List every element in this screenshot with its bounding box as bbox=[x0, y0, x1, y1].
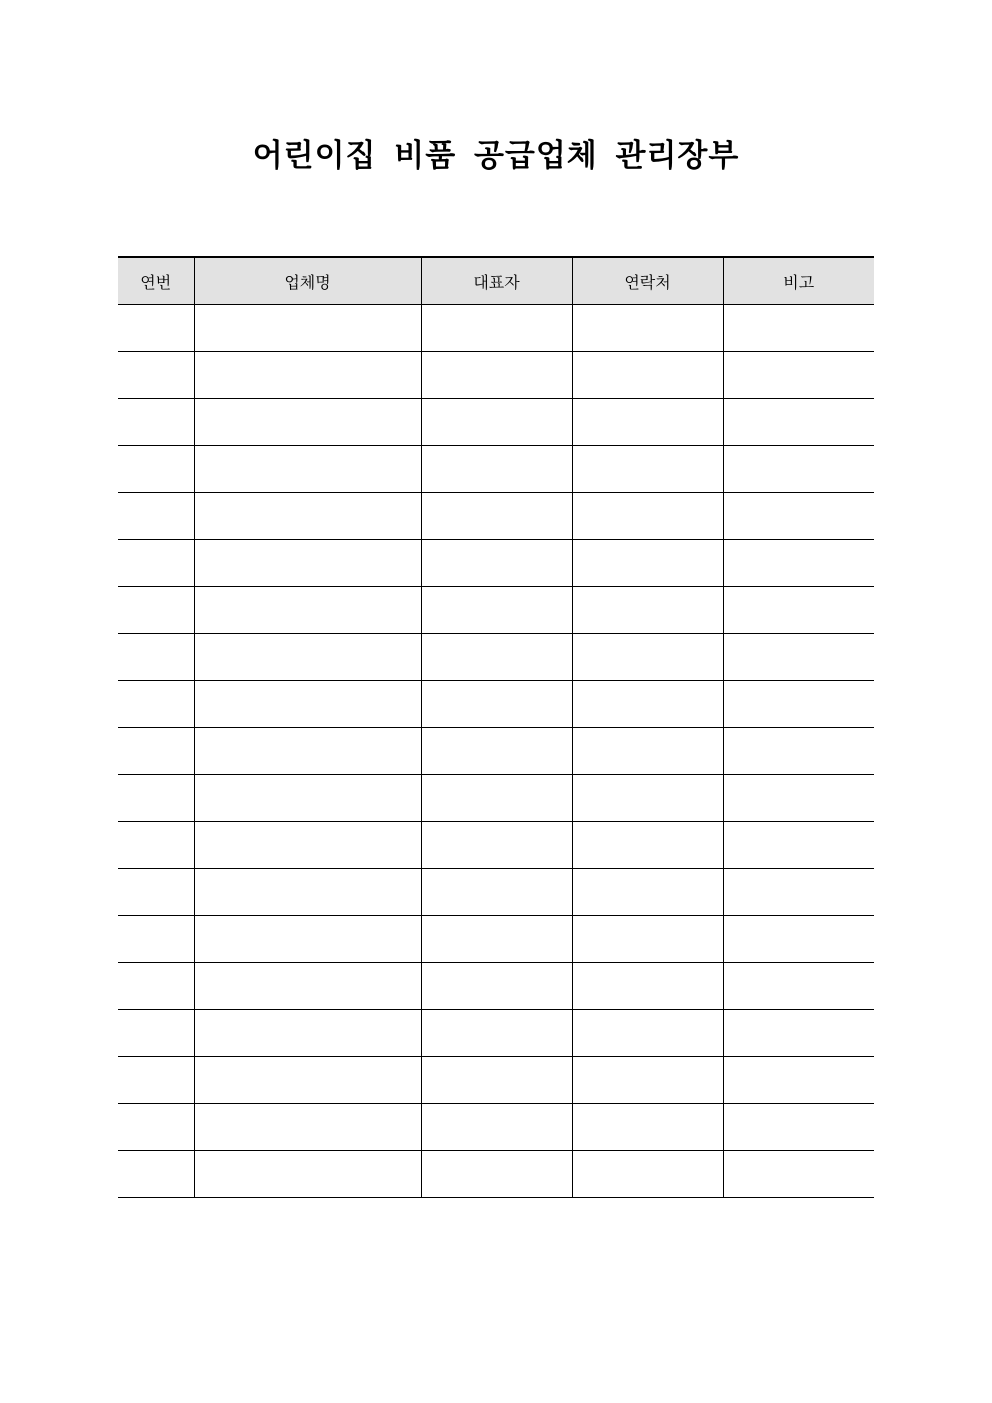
cell-contact[interactable] bbox=[572, 728, 723, 775]
cell-serial-number[interactable] bbox=[118, 822, 194, 869]
cell-company-name[interactable] bbox=[194, 822, 421, 869]
cell-serial-number[interactable] bbox=[118, 305, 194, 352]
cell-company-name[interactable] bbox=[194, 399, 421, 446]
cell-representative[interactable] bbox=[421, 587, 572, 634]
cell-serial-number[interactable] bbox=[118, 587, 194, 634]
cell-contact[interactable] bbox=[572, 822, 723, 869]
cell-serial-number[interactable] bbox=[118, 634, 194, 681]
cell-serial-number[interactable] bbox=[118, 352, 194, 399]
cell-contact[interactable] bbox=[572, 1057, 723, 1104]
cell-representative[interactable] bbox=[421, 869, 572, 916]
cell-company-name[interactable] bbox=[194, 681, 421, 728]
cell-remarks[interactable] bbox=[723, 775, 874, 822]
cell-representative[interactable] bbox=[421, 728, 572, 775]
cell-remarks[interactable] bbox=[723, 587, 874, 634]
cell-remarks[interactable] bbox=[723, 681, 874, 728]
cell-representative[interactable] bbox=[421, 399, 572, 446]
cell-contact[interactable] bbox=[572, 493, 723, 540]
cell-remarks[interactable] bbox=[723, 493, 874, 540]
cell-representative[interactable] bbox=[421, 963, 572, 1010]
cell-serial-number[interactable] bbox=[118, 1010, 194, 1057]
cell-contact[interactable] bbox=[572, 634, 723, 681]
table-row bbox=[118, 916, 874, 963]
cell-serial-number[interactable] bbox=[118, 728, 194, 775]
cell-serial-number[interactable] bbox=[118, 1151, 194, 1198]
table-row bbox=[118, 963, 874, 1010]
cell-contact[interactable] bbox=[572, 446, 723, 493]
column-header-contact: 연락처 bbox=[572, 257, 723, 305]
cell-remarks[interactable] bbox=[723, 305, 874, 352]
table-row bbox=[118, 728, 874, 775]
cell-representative[interactable] bbox=[421, 352, 572, 399]
cell-contact[interactable] bbox=[572, 1151, 723, 1198]
cell-contact[interactable] bbox=[572, 1104, 723, 1151]
cell-contact[interactable] bbox=[572, 869, 723, 916]
cell-contact[interactable] bbox=[572, 540, 723, 587]
cell-company-name[interactable] bbox=[194, 493, 421, 540]
cell-company-name[interactable] bbox=[194, 916, 421, 963]
cell-company-name[interactable] bbox=[194, 540, 421, 587]
table-row bbox=[118, 775, 874, 822]
cell-serial-number[interactable] bbox=[118, 1057, 194, 1104]
cell-contact[interactable] bbox=[572, 399, 723, 446]
cell-company-name[interactable] bbox=[194, 728, 421, 775]
cell-remarks[interactable] bbox=[723, 446, 874, 493]
cell-representative[interactable] bbox=[421, 634, 572, 681]
cell-remarks[interactable] bbox=[723, 728, 874, 775]
cell-representative[interactable] bbox=[421, 681, 572, 728]
cell-remarks[interactable] bbox=[723, 916, 874, 963]
cell-remarks[interactable] bbox=[723, 1151, 874, 1198]
cell-contact[interactable] bbox=[572, 587, 723, 634]
page-title: 어린이집 비품 공급업체 관리장부 bbox=[252, 138, 740, 174]
cell-company-name[interactable] bbox=[194, 352, 421, 399]
table-row bbox=[118, 352, 874, 399]
cell-representative[interactable] bbox=[421, 305, 572, 352]
cell-representative[interactable] bbox=[421, 493, 572, 540]
cell-company-name[interactable] bbox=[194, 1010, 421, 1057]
table-row bbox=[118, 399, 874, 446]
cell-serial-number[interactable] bbox=[118, 399, 194, 446]
cell-representative[interactable] bbox=[421, 1010, 572, 1057]
cell-serial-number[interactable] bbox=[118, 681, 194, 728]
table-row bbox=[118, 634, 874, 681]
column-header-remarks: 비고 bbox=[723, 257, 874, 305]
cell-representative[interactable] bbox=[421, 1104, 572, 1151]
table-row bbox=[118, 493, 874, 540]
cell-representative[interactable] bbox=[421, 775, 572, 822]
cell-contact[interactable] bbox=[572, 775, 723, 822]
column-header-serial-number: 연번 bbox=[118, 257, 194, 305]
cell-remarks[interactable] bbox=[723, 1010, 874, 1057]
cell-company-name[interactable] bbox=[194, 305, 421, 352]
table-row bbox=[118, 869, 874, 916]
cell-company-name[interactable] bbox=[194, 775, 421, 822]
cell-serial-number[interactable] bbox=[118, 1104, 194, 1151]
table-header bbox=[118, 257, 874, 305]
cell-contact[interactable] bbox=[572, 305, 723, 352]
table-row bbox=[118, 305, 874, 352]
cell-company-name[interactable] bbox=[194, 1057, 421, 1104]
table-row bbox=[118, 681, 874, 728]
table-body bbox=[118, 305, 874, 1198]
cell-representative[interactable] bbox=[421, 916, 572, 963]
cell-representative[interactable] bbox=[421, 540, 572, 587]
cell-company-name[interactable] bbox=[194, 963, 421, 1010]
cell-representative[interactable] bbox=[421, 1057, 572, 1104]
cell-contact[interactable] bbox=[572, 681, 723, 728]
table-row bbox=[118, 1151, 874, 1198]
column-header-representative: 대표자 bbox=[421, 257, 572, 305]
cell-representative[interactable] bbox=[421, 1151, 572, 1198]
cell-remarks[interactable] bbox=[723, 869, 874, 916]
cell-remarks[interactable] bbox=[723, 822, 874, 869]
header-row bbox=[118, 257, 874, 305]
cell-serial-number[interactable] bbox=[118, 869, 194, 916]
cell-company-name[interactable] bbox=[194, 587, 421, 634]
cell-representative[interactable] bbox=[421, 822, 572, 869]
supplier-ledger-table bbox=[118, 256, 874, 1198]
cell-serial-number[interactable] bbox=[118, 775, 194, 822]
cell-remarks[interactable] bbox=[723, 1104, 874, 1151]
cell-company-name[interactable] bbox=[194, 634, 421, 681]
cell-serial-number[interactable] bbox=[118, 493, 194, 540]
cell-contact[interactable] bbox=[572, 352, 723, 399]
cell-representative[interactable] bbox=[421, 446, 572, 493]
table-row bbox=[118, 1057, 874, 1104]
cell-company-name[interactable] bbox=[194, 1151, 421, 1198]
cell-remarks[interactable] bbox=[723, 540, 874, 587]
table-row bbox=[118, 1010, 874, 1057]
cell-contact[interactable] bbox=[572, 916, 723, 963]
column-header-company-name: 업체명 bbox=[194, 257, 421, 305]
cell-company-name[interactable] bbox=[194, 446, 421, 493]
cell-serial-number[interactable] bbox=[118, 446, 194, 493]
table-row bbox=[118, 1104, 874, 1151]
cell-remarks[interactable] bbox=[723, 1057, 874, 1104]
cell-contact[interactable] bbox=[572, 963, 723, 1010]
table-row bbox=[118, 446, 874, 493]
cell-serial-number[interactable] bbox=[118, 540, 194, 587]
cell-remarks[interactable] bbox=[723, 352, 874, 399]
cell-serial-number[interactable] bbox=[118, 963, 194, 1010]
cell-remarks[interactable] bbox=[723, 399, 874, 446]
cell-company-name[interactable] bbox=[194, 869, 421, 916]
cell-remarks[interactable] bbox=[723, 963, 874, 1010]
table-row bbox=[118, 587, 874, 634]
table-row bbox=[118, 540, 874, 587]
cell-serial-number[interactable] bbox=[118, 916, 194, 963]
table-row bbox=[118, 822, 874, 869]
cell-remarks[interactable] bbox=[723, 634, 874, 681]
cell-company-name[interactable] bbox=[194, 1104, 421, 1151]
cell-contact[interactable] bbox=[572, 1010, 723, 1057]
